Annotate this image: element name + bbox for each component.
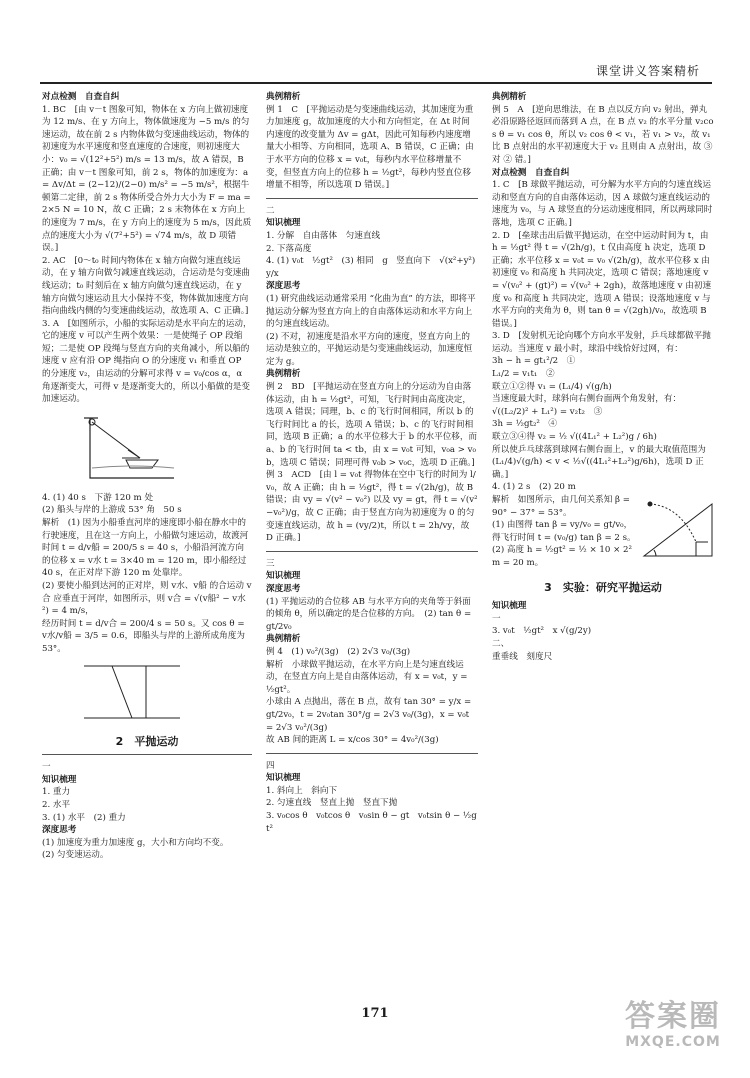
heading: 知识梳理 — [42, 774, 77, 785]
equation-4: 3h = ½gt₂² ④ — [492, 419, 558, 430]
watermark-text: 答案圈 — [625, 999, 721, 1034]
column-1 — [42, 91, 252, 1031]
line: 1. 分解 自由落体 匀速直线 — [266, 230, 381, 241]
example-3: 例 3 ACD [由 l = v₀t 得物体在空中飞行的时间为 l/v₀，故 A 正确；由 h = ½gt²，得 t = √(2h/g)，故 B 错误；由 vy = √(v² − v₀²) 以及 vy = gt，得 t = √(v²−v₀²)/g，故 C 正确；由于竖直方向为初速度为 0 的匀变速直线运动，故 h = (vy/2)t，所以 t = 2h/vy，故 D 正确。] — [266, 470, 478, 544]
column-3 — [492, 91, 714, 1031]
heading: 知识梳理 — [266, 773, 301, 784]
section-2-title: 2 平抛运动 — [115, 734, 179, 748]
answer-1: 1. BC [由 v－t 图象可知，物体在 x 方向上做初速度为 12 m/s、在 y 方向上，物体做速度为 −5 m/s 的匀速运动，故在前 2 s 内物体做匀变速曲线运动，物体的初速度为水平速度和竖直速度的合速度，则初速度大小：v₀ = √(12²+5²) m/s = 13 m/s，故 A 错误，B 正确；由 v－t 图象可知，前 2 s，物体的加速度为：a = Δv/Δt = (2−12)/(2−0) m/s² = −5 m/s²，根据牛顿第二定律，前 2 s 物体所受合外力大小为 F = ma = 2×5 N = 10 N，故 C 正确；2 s 末物体在 x 方向上的速度为 7 m/s，在 y 方向上的速度为 5 m/s，因此质点的速度大小为 √(7²+5²) = √74 m/s，故 D 项错误。] — [42, 104, 252, 254]
header-rule — [40, 82, 712, 84]
equation-3: √((L₂/2)² + L₁²) = v₂t₂ ③ — [492, 406, 603, 417]
line: 1. 重力 — [42, 787, 71, 798]
line: 一 — [492, 613, 501, 624]
page-header-title: 课堂讲义答案精析 — [595, 64, 700, 78]
heading: 典例精析 — [266, 369, 301, 380]
velocity-triangle-figure — [82, 662, 252, 724]
answer-2: 2. AC [0～t₀ 时间内物体在 x 轴方向做匀速直线运动，在 y 轴方向做匀减速直线运动，合运动是匀变速曲线运动；t₀ 时刻后在 x 轴方向做匀速直线运动，在 y 轴方向做匀速运动且大小保持不变，物体做加速度方向指向曲线内侧的匀变速曲线运动，故选项 A、C 正确。] — [42, 255, 250, 317]
section-3-title: 3 实验：研究平抛运动 — [544, 580, 662, 594]
line: 二 — [266, 205, 275, 216]
heading: 知识梳理 — [492, 601, 527, 612]
watermark-url: MXQE.COM — [625, 1034, 721, 1050]
line: (1) 加速度为重力加速度 g，大小和方向均不变。 — [42, 837, 229, 848]
heading: 知识梳理 — [266, 571, 301, 582]
heading: 典例精析 — [492, 92, 527, 102]
equation-1: 3h − h = gt₁²/2 ① — [492, 356, 576, 367]
line: 一 — [42, 762, 51, 773]
line: 1. 斜向上 斜向下 — [266, 785, 338, 796]
line: 重垂线 刻度尺 — [492, 651, 553, 662]
line: (2) 匀变速运动。 — [42, 850, 109, 861]
incline-projectile-figure — [640, 496, 714, 565]
line: 3. v₀cos θ v₀tcos θ v₀sin θ − gt v₀tsin θ − ½gt² — [266, 811, 477, 834]
answer-4-line: (2) 船头与岸的上游成 53° 角 50 s — [42, 505, 182, 516]
divider — [266, 753, 478, 754]
line: 2. 下落高度 — [266, 243, 312, 254]
check-1: 1. C [B 球做平抛运动，可分解为水平方向的匀速直线运动和竖直方向的自由落体运动，因 A 球做匀速直线运动的速度为 v₀，与 A 球竖直的分运动速度相同，所以两球同时落地，选项 C 正确。] — [492, 180, 713, 228]
line: 4. (1) v₀t ½gt² (3) 相同 g 竖直向下 √(x²+y²) y/x — [266, 256, 484, 279]
answer-4-line: 解析 (1) 因为小船垂直河岸的速度即小船在静水中的行驶速度，且在这一方向上，小船做匀速运动，故渡河时间 t = d/v船 = 200/5 s = 40 s，小船沿河流方向的位移 x = v水 t = 3×40 m = 120 m，即小船经过 40 s，在正对岸下游 120 m 处靠岸。 — [42, 518, 249, 579]
example-1: 例 1 C [平抛运动是匀变速曲线运动，其加速度为重力加速度 g，故加速度的大小和方向恒定，在 Δt 时间内速度的改变量为 Δv = gΔt，因此可知每秒内速度增量大小相等、方向相同，选项 A、B 错误，C 正确；由于水平方向的位移 x = v₀t，每秒内水平位移增量不变，但竖直方向上的位移 h = ½gt²，每秒内竖直位移增量不相等，所以选项 D 错误。] — [266, 104, 474, 191]
heading: 深度思考 — [42, 825, 77, 836]
heading: 对点检测 自查自纠 — [42, 92, 120, 102]
watermark — [614, 1000, 732, 1060]
heading: 典例精析 — [266, 634, 301, 645]
answer-3: 3. A [如图所示，小船的实际运动是水平向左的运动，它的速度 v 可以产生两个效果：一是使绳子 OP 段缩短；二是使 OP 段绳与竖直方向的夹角减小，所以船的速度 v 应有沿 OP 绳指向 O 的分速度 v₁ 和垂直 OP 的分速度 v₂，由运动的分解可求得 v = v₀/cos α，α 角逐渐变大，可得 v 是逐渐变大的，所以小船做的是变加速运动。 — [42, 318, 252, 405]
heading: 知识梳理 — [266, 218, 301, 229]
answer-4-line: 4. (1) 40 s 下游 120 m 处 — [42, 492, 154, 503]
divider — [266, 551, 478, 552]
line: 3. (1) 水平 (2) 重力 — [42, 812, 126, 823]
line: 3. v₀t ½gt² x √(g/2y) — [492, 626, 592, 637]
boat-rope-figure — [82, 412, 252, 486]
line: (1) 平抛运动的合位移 AB 与水平方向的夹角等于斜面的倾角 θ，所以确定的是合位移的方向。 (2) tan θ = gt/2v₀ — [266, 596, 472, 632]
check-2: 2. D [垒球击出后做平抛运动，在空中运动时间为 t，由 h = ½gt² 得 t = √(2h/g)，t 仅由高度 h 决定，选项 D 正确；水平位移 x = v₀t = v₀ √(2h/g)，故水平位移 x 由初速度 v₀ 和高度 h 共同决定，选项 C 错误；落地速度 v = √(v₀² + (gt)²) = √(v₀² + 2gh)，故落地速度 v 由初速度 v₀ 和高度 h 共同决定，选项 A 错误；设落地速度 v 与水平方向的夹角为 θ，则 tan θ = √(2gh)/v₀，故选项 B 错误。] — [492, 230, 712, 329]
answer-4-line: (2) 要使小船到达河的正对岸，则 v水、v船 的合运动 v合 应垂直于河岸，如图所示，则 v合 = √(v船² − v水²) = 4 m/s， — [42, 581, 252, 617]
line: (2) 高度 h = ½gt² = ½ × 10 × 2² m = 20 m。 — [492, 545, 632, 568]
divider — [266, 198, 478, 199]
page-number: 171 — [361, 1006, 389, 1021]
heading: 典例精析 — [266, 92, 301, 102]
line: 小球由 A 点抛出，落在 B 点，故有 tan 30° = y/x = gt/2v₀，t = 2v₀tan 30°/g = 2√3 v₀/(3g)，x = v₀t = 2√3 v₀²/(3g) — [266, 697, 472, 733]
line: (2) 不对，初速度是沿水平方向的速度，竖直方向上的运动是独立的，平抛运动是匀变速曲线运动，加速度恒定为 g。 — [266, 331, 473, 367]
check-4: 4. (1) 2 s (2) 20 m — [492, 482, 576, 493]
answer-4-line: 经历时间 t = d/v合 = 200/4 s = 50 s。又 cos θ = v水/v船 = 3/5 = 0.6，即船头与岸的上游所成角度为 53°。 — [42, 618, 245, 654]
line: 联立③④得 v₂ = ½ √((4L₁² + L₂²)g / 6h) — [492, 432, 657, 443]
example-5: 例 5 A [逆向思维法，在 B 点以反方向 v₂ 射出，弹丸必沿原路径返回而落到 A 点，在 B 点 v₂ 的水平分量 v₂cos θ = v₁ cos θ，所以 v₂ cos θ < v₁，若 v₁ > v₂，故 v₁ 比 B 点射出的水平初速度大于 v₂ 且则由 A 点射出，故 ③ 对 ② 错。] — [492, 104, 714, 165]
column-2 — [266, 91, 484, 1031]
line: 2. 水平 — [42, 799, 71, 810]
heading: 深度思考 — [266, 281, 301, 292]
line: 故 AB 间的距离 L = x/cos 30° = 4v₀²/(3g) — [266, 735, 439, 746]
equation-2: L₁/2 = v₁t₁ ② — [492, 369, 555, 380]
heading: 对点检测 自查自纠 — [492, 167, 570, 178]
line: 解析 小球做平抛运动，在水平方向上是匀速直线运动，在竖直方向上是自由落体运动，有 x = v₀t，y = ½gt²。 — [266, 659, 468, 695]
example-4: 例 4 (1) v₀²/(3g) (2) 2√3 v₀/(3g) — [266, 646, 411, 657]
line: 联立①②得 v₁ = (L₁/4) √(g/h) — [492, 381, 612, 392]
line: 所以使乒乓球落到球网右侧台面上，v 的最大取值范围为 (L₁/4)√(g/h) < v < ½√((4L₁²+L₂²)g/6h)，选项 D 正确。] — [492, 444, 706, 480]
divider — [42, 754, 252, 755]
check-3: 3. D [发射机无论向哪个方向水平发射，乒乓球都做平抛运动。当速度 v 最小时，球沿中线恰好过网，有： — [492, 331, 711, 354]
line: 解析 如图所示，由几何关系知 β = 90° − 37° = 53°。 — [492, 495, 630, 518]
line: 当速度最大时，球斜向右侧台面两个角发射，有： — [492, 394, 682, 405]
heading: 深度思考 — [266, 583, 301, 594]
line: 二、 — [492, 638, 510, 649]
line: 2. 匀速直线 竖直上抛 竖直下抛 — [266, 798, 398, 809]
example-2: 例 2 BD [平抛运动在竖直方向上的分运动为自由落体运动，由 h = ½gt²，可知，飞行时间由高度决定，选项 A 错误；同理，b、c 的飞行时间相同，所以 b 的飞行时间比 a 的长，选项 A 错误；b、c 的飞行时间相同，选项 B 正确；a 的水平位移大于 b 的水平位移，而 a、b 的飞行时间 ta < tb，由 x = v₀t 可知，v₀a > v₀b，选项 C 错误；同理可得 v₀b > v₀c，选项 D 正确。] — [266, 382, 478, 468]
line: (1) 研究曲线运动通常采用 “化曲为直” 的方法，即将平抛运动分解为竖直方向上的自由落体运动和水平方向上的匀速直线运动。 — [266, 293, 476, 330]
line: 四 — [266, 760, 275, 771]
line: 三 — [266, 558, 275, 569]
line: (1) 由图得 tan β = vy/v₀ = gt/v₀，得飞行时间 t = (v₀/g) tan β = 2 s。 — [492, 520, 636, 543]
